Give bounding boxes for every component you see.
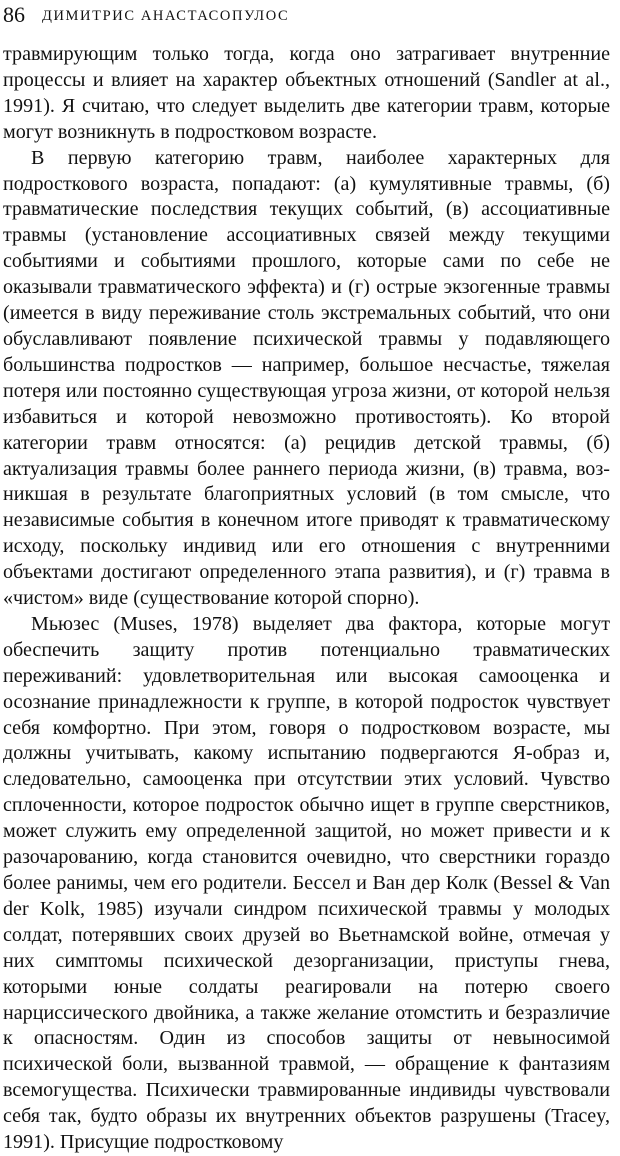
paragraph-continuation: травмирующим только тогда, когда оно затрагивает внутренние процессы и влияет на характер объектных отношений (Sandler at al., 1991). Я считаю, что следует выделить две категории травм, которые могут возникнуть в подростковом возрасте. [3, 43, 610, 143]
body-text [3, 42, 610, 1156]
paragraph-trauma-categories: В первую категорию травм, наиболее характерных для подросткового возраста, попадают: (а) кумулятивные травмы, (б) травматические последствия текущих событий, (в) ассоциативные травмы (установление ассоциативных связей между текущими событиями и событиями прошлого, которые сами по себе не оказывали травматического эффекта) и (г) острые экзогенные травмы (имеется в виду переживание столь экстремальных событий, что они обуславливают появление психической травмы у подавляющего большинства подростков — например, большое несчастье, тяжелая потеря или постоянно существующая угроза жизни, от которой нельзя избавиться и которой невозможно противостоять). Ко второй категории травм относятся: (а) рецидив детской травмы, (б) актуализация травмы более раннего периода жизни, (в) травма, возникшая в результате благоприятных условий (в том смысле, что независимые события в конечном итоге приводят к травматическому исходу, поскольку индивид или его отношения с внутренними объектами достигают определенного этапа развития), и (г) травма в «чистом» виде (существование которой спорно). [3, 146, 610, 610]
page-number: 86 [3, 2, 25, 27]
page-header [3, 0, 610, 42]
running-head: ДИМИТРИС АНАСТАСОПУЛОС [42, 8, 290, 24]
paragraph-protective-factors: Мьюзес (Muses, 1978) выделяет два фактора, которые могут обеспечить защиту против потенциально травматических переживаний: удовлетворительная или высокая самооценка и осознание принадлежности к группе, в которой подросток чувствует себя комфортно. При этом, говоря о подростковом возрасте, мы должны учитывать, какому испытанию подвергаются Я-образ и, следовательно, самооценка при отсутствии этих условий. Чувство сплоченности, которое подросток обычно ищет в группе сверстников, может служить ему определенной защитой, но может привести и к разочарованию, когда становится очевидно, что сверстники гораздо более ранимы, чем его родители. Бессел и Ван дер Колк (Bessel & Van der Kolk, 1985) изучали синдром психической травмы у молодых солдат, потерявших своих друзей во Вьетнамской войне, отмечая у них симптомы психической дезорганизации, приступы гнева, которыми юные солдаты реагировали на потерю своего нарциссического двойника, а также желание отомстить и безразличие к опасностям. Один из способов защиты от невыносимой психической боли, вызванной травмой, — обращение к фантазиям всемогущества. Психически травмированные индивиды чувствовали себя так, будто образы их внутренних объектов разрушены (Tracey, 1991). Присущие подростковому [3, 612, 610, 1154]
